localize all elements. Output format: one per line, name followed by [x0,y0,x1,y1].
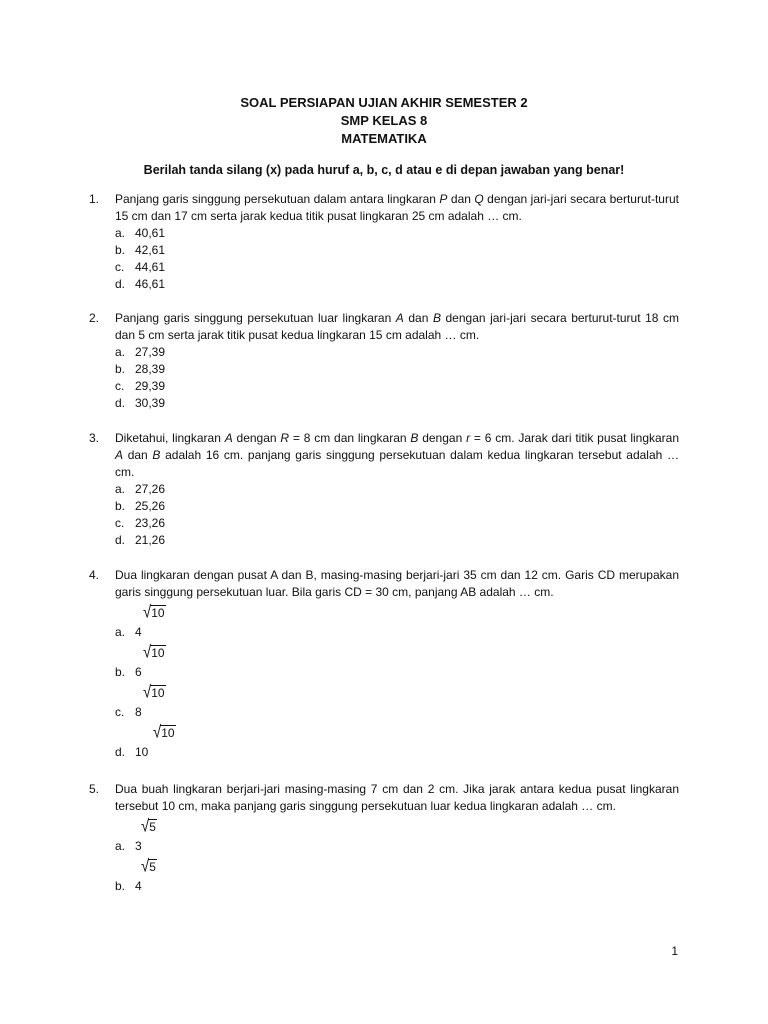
question-number: 4. [89,568,100,582]
question-number: 5. [89,782,100,796]
question-number: 3. [89,431,100,445]
option-d[interactable] [115,276,679,293]
square-root: √10 [143,602,165,623]
option-b[interactable] [115,664,679,681]
option-c[interactable] [115,515,679,532]
option-a[interactable] [115,481,679,498]
option-value: 40,61 [135,226,166,240]
option-letter: a. [115,839,126,853]
option-b[interactable] [115,498,679,515]
exam-title: SOAL PERSIAPAN UJIAN AKHIR SEMESTER 2 [240,95,528,110]
option-letter: a. [115,226,126,240]
radical-row [115,601,679,624]
option-value: 46,61 [135,277,166,291]
exam-subject: MATEMATIKA [341,131,427,146]
option-letter: a. [115,625,126,639]
question-4 [89,567,679,761]
option-letter: c. [115,260,125,274]
option-value: 8 [135,705,142,719]
option-value: 42,61 [135,243,166,257]
page-number: 1 [671,944,678,958]
question-3 [89,430,679,549]
radicand: 10 [161,726,175,740]
options-list [115,225,679,293]
radicand: 10 [151,686,165,700]
option-d[interactable] [115,532,679,549]
option-c[interactable] [115,704,679,721]
option-letter: b. [115,879,126,893]
option-value: 27,26 [135,482,166,496]
option-letter: b. [115,499,126,513]
option-value: 4 [135,625,142,639]
radical-row [115,681,679,704]
options-list [115,344,679,412]
question-stem: Dua buah lingkaran berjari-jari masing-masing 7 cm dan 2 cm. Jika jarak antara kedua pusat lingkaran tersebut 10 cm, maka panjang garis singgung persekutuan luar kedua lingkaran adalah … cm. [115,782,679,813]
option-value: 3 [135,839,142,853]
instruction-text: Berilah tanda silang (x) pada huruf a, b, c, d atau e di depan jawaban yang benar! [143,163,625,177]
option-value: 29,39 [135,379,166,393]
option-value: 10 [135,745,149,759]
question-stem: Panjang garis singgung persekutuan dalam antara lingkaran P dan Q dengan jari-jari secara berturut-turut 15 cm dan 17 cm serta jarak kedua titik pusat lingkaran 25 cm adalah … cm. [115,192,679,223]
option-c[interactable] [115,378,679,395]
options-list [115,481,679,549]
option-a[interactable] [115,225,679,242]
option-value: 6 [135,665,142,679]
option-d[interactable] [115,744,679,761]
option-letter: c. [115,379,125,393]
option-b[interactable] [115,242,679,259]
option-letter: b. [115,362,126,376]
option-value: 4 [135,879,142,893]
option-letter: a. [115,345,126,359]
option-value: 44,61 [135,260,166,274]
exam-class: SMP KELAS 8 [340,113,428,128]
square-root: √10 [143,682,165,703]
radicand: 10 [151,606,165,620]
option-value: 21,26 [135,533,166,547]
question-stem: Dua lingkaran dengan pusat A dan B, masing-masing berjari-jari 35 cm dan 12 cm. Garis CD merupakan garis singgung persekutuan luar. Bila garis CD = 30 cm, panjang AB adalah … cm. [115,568,679,599]
option-value: 23,26 [135,516,166,530]
option-a[interactable] [115,838,679,855]
option-letter: c. [115,705,125,719]
square-root: √5 [141,816,156,837]
radical-row [115,855,679,878]
option-letter: d. [115,745,126,759]
option-b[interactable] [115,878,679,895]
square-root: √5 [141,856,156,877]
option-letter: d. [115,277,126,291]
option-letter: d. [115,396,126,410]
square-root: √10 [153,722,175,743]
option-letter: d. [115,533,126,547]
options-list [115,601,679,761]
question-number: 1. [89,192,100,206]
option-letter: c. [115,516,125,530]
option-value: 25,26 [135,499,166,513]
option-a[interactable] [115,624,679,641]
radicand: 10 [151,646,165,660]
radical-row [115,721,679,744]
option-c[interactable] [115,259,679,276]
option-letter: b. [115,243,126,257]
options-list [115,815,679,895]
option-b[interactable] [115,361,679,378]
radicand: 5 [149,820,156,834]
question-stem: Panjang garis singgung persekutuan luar lingkaran A dan B dengan jari-jari secara berturut-turut 18 cm dan 5 cm serta jarak titik pusat kedua lingkaran 15 cm adalah … cm. [115,311,679,342]
question-2 [89,310,679,412]
square-root: √10 [143,642,165,663]
option-d[interactable] [115,395,679,412]
option-letter: a. [115,482,126,496]
option-a[interactable] [115,344,679,361]
radicand: 5 [149,860,156,874]
radical-row [115,815,679,838]
option-value: 27,39 [135,345,166,359]
question-stem: Diketahui, lingkaran A dengan R = 8 cm dan lingkaran B dengan r = 6 cm. Jarak dari titik pusat lingkaran A dan B adalah 16 cm. panjang garis singgung persekutuan dalam kedua lingkaran tersebut adalah … cm. [115,431,680,479]
question-1 [89,191,679,293]
question-number: 2. [89,311,100,325]
radical-row [115,641,679,664]
option-letter: b. [115,665,126,679]
option-value: 30,39 [135,396,166,410]
option-value: 28,39 [135,362,166,376]
question-5 [89,781,679,895]
